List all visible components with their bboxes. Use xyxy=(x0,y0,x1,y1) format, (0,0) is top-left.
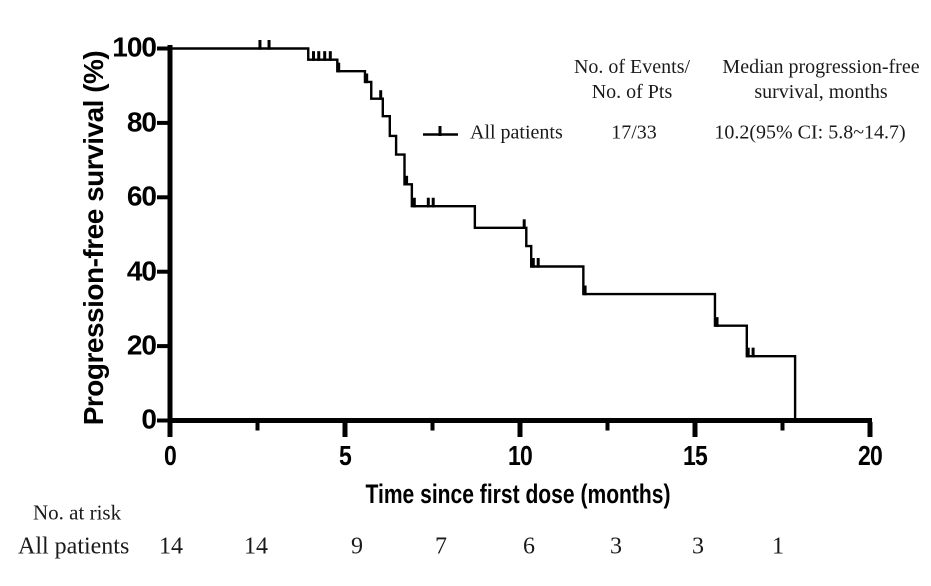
y-axis-tick-label: 100 xyxy=(112,31,156,63)
risk-count: 3 xyxy=(692,533,704,560)
x-axis-tick-label: 20 xyxy=(858,440,882,471)
legend-median-value: 10.2(95% CI: 5.8~14.7) xyxy=(714,121,906,144)
survival-curve xyxy=(170,49,795,421)
x-axis-title: Time since first dose (months) xyxy=(365,479,671,509)
legend-header-median xyxy=(722,55,919,105)
y-axis-tick-label: 40 xyxy=(126,255,156,287)
y-axis-title: Progression-free survival (%) xyxy=(78,50,109,426)
y-axis-tick-label: 20 xyxy=(126,329,156,361)
risk-table-row-label: All patients xyxy=(18,533,130,560)
risk-count: 3 xyxy=(610,533,622,560)
y-axis-tick-label: 80 xyxy=(126,106,156,138)
risk-count: 14 xyxy=(159,533,183,560)
x-axis-tick-label: 10 xyxy=(508,440,532,471)
legend-events-value: 17/33 xyxy=(611,121,657,144)
legend-header-events-line2: No. of Pts xyxy=(591,81,673,103)
risk-table-title: No. at risk xyxy=(33,500,122,525)
legend-header-median-line1: Median progression-free xyxy=(722,56,920,78)
risk-count: 6 xyxy=(523,533,535,560)
y-axis-tick-label: 60 xyxy=(126,180,156,212)
risk-count: 14 xyxy=(244,533,268,560)
x-axis-tick-label: 5 xyxy=(339,440,351,471)
risk-count: 7 xyxy=(435,533,447,560)
legend-header-events xyxy=(574,55,690,105)
x-axis-tick-label: 0 xyxy=(164,440,176,471)
legend-header-median-line2: survival, months xyxy=(754,81,888,103)
x-axis-tick-label: 15 xyxy=(683,440,707,471)
legend-series-label: All patients xyxy=(470,121,563,144)
risk-count: 9 xyxy=(351,533,363,560)
risk-count: 1 xyxy=(772,533,784,560)
legend-header-events-line1: No. of Events/ xyxy=(573,56,691,78)
y-axis-tick-label: 0 xyxy=(141,403,156,435)
